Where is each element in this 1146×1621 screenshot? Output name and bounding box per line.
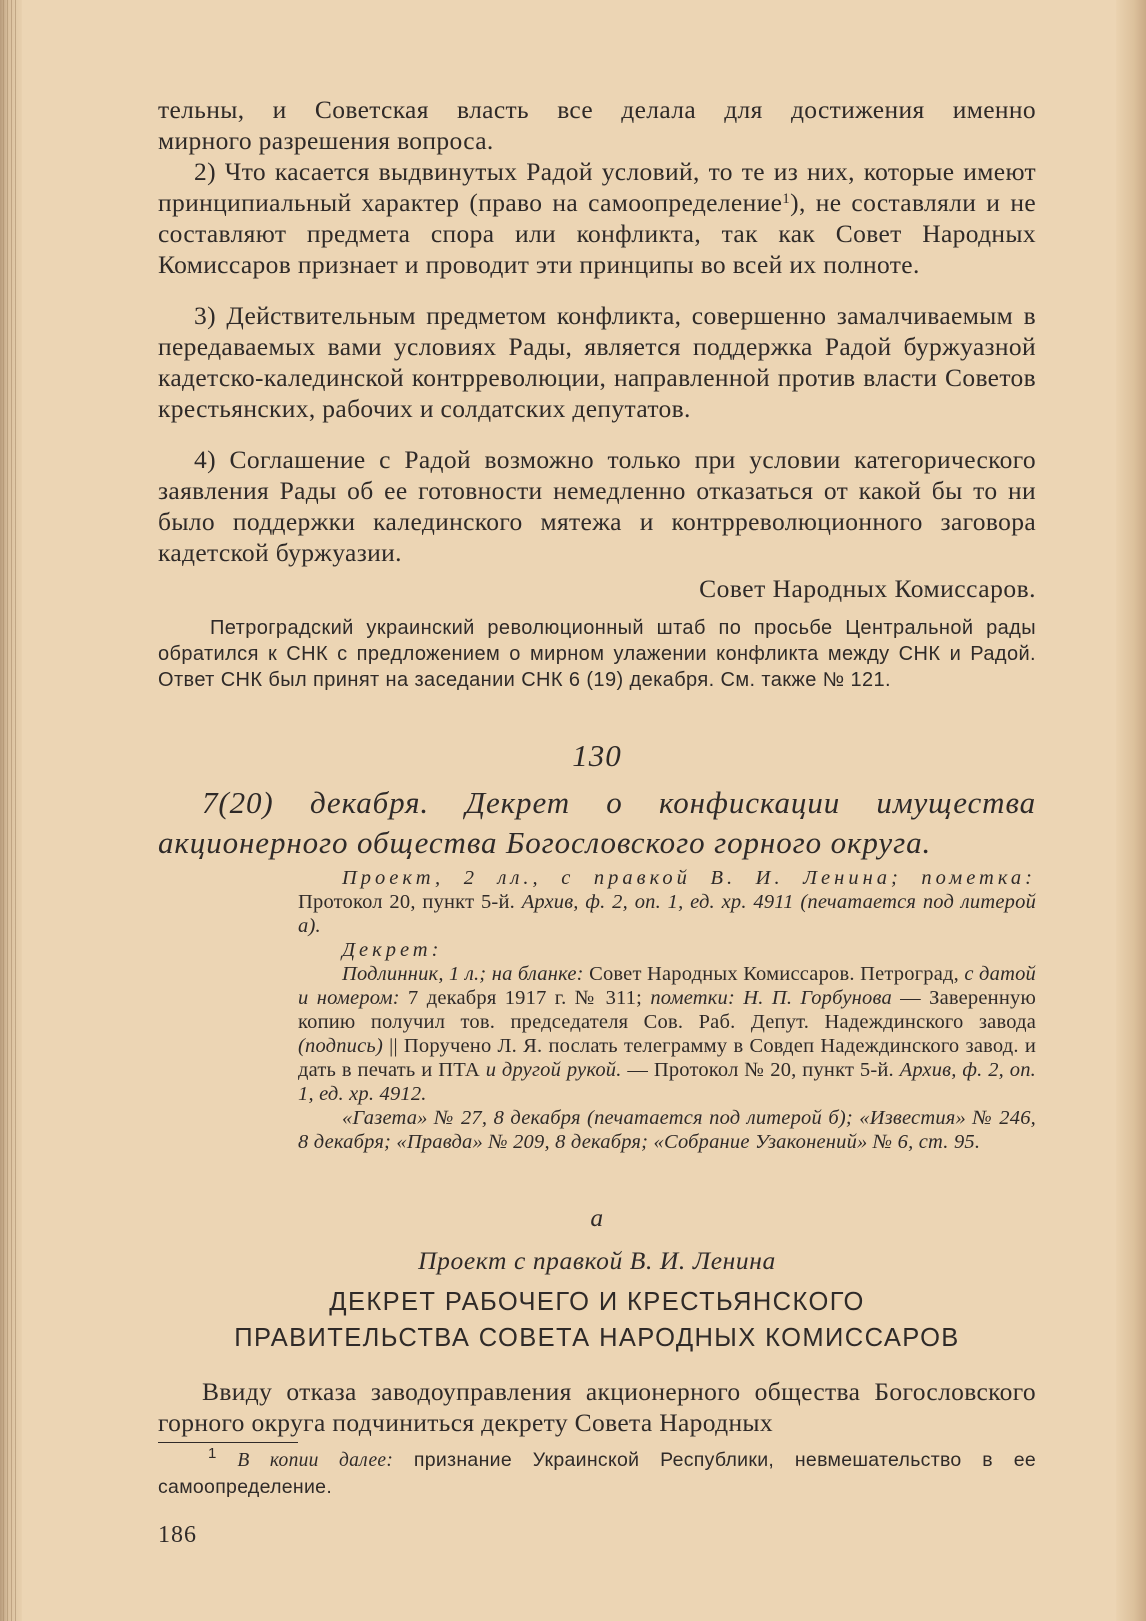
source-publications: «Газета» № 27, 8 декабря (печатается под литерой б); «Известия» № 246, 8 декабря; «Правда» № 209, 8 декабря; «Собрание Узаконений» № 6, ст. 95. — [298, 1107, 1036, 1153]
source-original-date: 7 декабря 1917 г. № 311; — [408, 987, 643, 1009]
sources-block — [298, 866, 1036, 1154]
page-number-block — [158, 1522, 1036, 1549]
source-original-protocol: — Протокол № 20, пункт 5-й. — [627, 1059, 894, 1081]
item-2 — [158, 156, 1036, 280]
doc-number-block — [158, 738, 1036, 774]
source-original-blank: Совет Народных Комиссаров. Петроград, — [589, 963, 959, 985]
source-original-other-hand: и другой рукой. — [485, 1059, 622, 1081]
editor-note: Петроградский украинский революционный штаб по просьбе Центральной рады обратился к СНК с предложением о мирном улажении конфликта между СНК и Радой. Ответ СНК был принят на заседании СНК 6 (19) декабря. См. также № 121. — [158, 617, 1036, 691]
source-decree — [298, 938, 1036, 962]
doc-title — [158, 783, 1036, 863]
top-paragraph — [158, 94, 1036, 156]
footnote — [158, 1447, 1036, 1500]
source-original-mark-text: — Заверенную копию получил тов. председателя Сов. Раб. Депут. Надеждинского завода — [298, 987, 1036, 1033]
source-original-archive: Архив, ф. 2, оп. 1, ед. хр. 4912. — [298, 1059, 1036, 1105]
decree-heading-line1: ДЕКРЕТ РАБОЧЕГО И КРЕСТЬЯНСКОГО — [329, 1288, 865, 1316]
source-draft-archive: Архив, ф. 2, оп. 1, ед. хр. 4911 (печатается под литерой а). — [298, 891, 1037, 937]
item-2-before-note: 2) Что касается выдвинутых Радой условий, то те из них, которые имеют принципиальный характер (право на самоопределение — [158, 157, 1036, 217]
footnote-mark: 1 — [208, 1445, 217, 1462]
decree-heading-block — [158, 1284, 1036, 1356]
source-original-label: Подлинник, 1 л.; на бланке: — [342, 963, 584, 985]
letter-a: а — [590, 1203, 604, 1232]
source-decree-label: Декрет: — [342, 939, 443, 961]
source-original-date-label: с датой и номером: — [298, 963, 1036, 1009]
top-paragraph-line1: тельны, и Советская власть все делала для достижения именно — [158, 95, 1036, 124]
item-4 — [158, 444, 1036, 568]
doc-number: 130 — [572, 738, 622, 773]
footnote-ref: 1 — [782, 191, 791, 207]
footnote-label: В копии далее: — [237, 1450, 394, 1471]
page-edge-right — [1116, 0, 1146, 1621]
source-original — [298, 962, 1036, 1106]
footnote-rule — [158, 1442, 298, 1443]
source-original-signature: (подпись) — [298, 1035, 383, 1057]
item-4-paragraph: 4) Соглашение с Радой возможно только при условии категорического заявления Рады об ее готовности немедленно отказаться от какой бы то ни было поддержки калединского мятежа и контрреволюционного заговора кадетской буржуазии. — [158, 445, 1036, 567]
source-draft-label: Проект, 2 лл., с правкой В. И. Ленина; пометка: — [342, 867, 1036, 889]
footnote-block — [158, 1447, 1036, 1500]
source-original-marks-label: пометки: Н. П. Горбунова — [650, 987, 892, 1009]
signature: Совет Народных Комиссаров. — [699, 574, 1036, 603]
item-2-paragraph — [158, 156, 1036, 280]
decree-start-block — [158, 1376, 1036, 1438]
item-3 — [158, 300, 1036, 424]
letter-a-block — [158, 1203, 1036, 1233]
source-draft — [298, 866, 1036, 938]
source-original-instruction: || Поручено Л. Я. послать телеграмму в Совдеп Надеждинского завод. и дать в печать и ПТА — [298, 1035, 1037, 1081]
doc-title-line2: акционерного общества Богословского горного округа. — [158, 825, 932, 860]
draft-caption-block — [158, 1246, 1036, 1276]
decree-start: Ввиду отказа заводоуправления акционерного общества Богословского горного округа подчиниться декрету Совета Народных — [158, 1377, 1036, 1437]
source-draft-protocol: Протокол 20, пункт 5-й. — [298, 891, 515, 913]
item-2-after-note: ), не составляли и не составляют предмета спора или конфликта, так как Совет Народных Комиссаров признает и проводит эти принципы во всей их полноте. — [158, 188, 1036, 279]
doc-title-block — [158, 783, 1036, 863]
top-paragraph-line2: мирного разрешения вопроса. — [158, 126, 494, 155]
editor-note-block — [158, 615, 1036, 693]
doc-title-line1: 7(20) декабря. Декрет о конфискации имущества — [202, 785, 1036, 820]
item-3-paragraph: 3) Действительным предметом конфликта, совершенно замалчиваемым в передаваемых вами условиях Рады, является поддержка Радой буржуазной кадетско-калединской контрреволюции, направленной против власти Советов крестьянских, рабочих и солдатских депутатов. — [158, 301, 1036, 423]
page-number: 186 — [158, 1522, 197, 1548]
footnote-text: признание Украинской Республики, невмешательство в ее самоопределение. — [158, 1449, 1037, 1498]
signature-block — [158, 574, 1036, 604]
decree-heading-line2: ПРАВИТЕЛЬСТВА СОВЕТА НАРОДНЫХ КОМИССАРОВ — [234, 1324, 960, 1352]
page-edge-left — [0, 0, 22, 1621]
draft-caption: Проект с правкой В. И. Ленина — [418, 1246, 776, 1275]
